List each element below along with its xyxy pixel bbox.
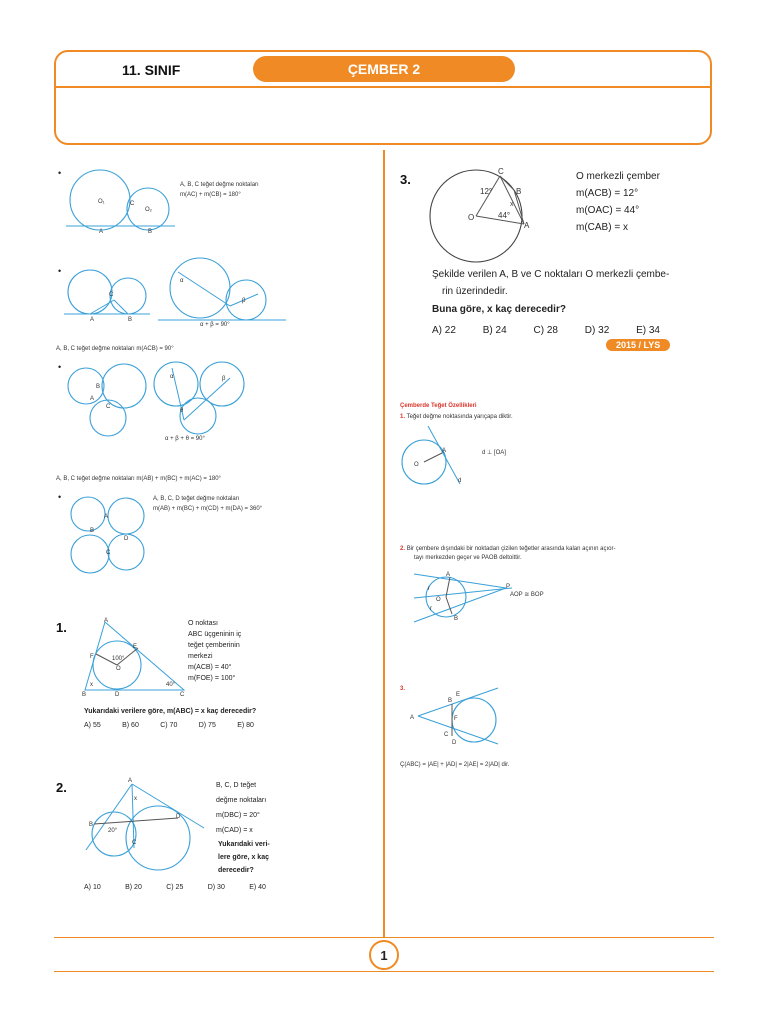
svg-text:D: D xyxy=(176,814,181,820)
svg-text:O: O xyxy=(414,462,419,468)
figure-q3-circle xyxy=(426,166,536,266)
question-1-options xyxy=(84,722,254,729)
svg-text:r: r xyxy=(428,586,430,592)
svg-text:C: C xyxy=(444,732,449,738)
svg-text:O: O xyxy=(116,666,121,672)
svg-text:x: x xyxy=(510,201,514,208)
figure-four-circles xyxy=(66,496,156,576)
option-c[interactable]: C) 28 xyxy=(533,325,558,336)
property3-caption: α + β + θ = 90° xyxy=(165,436,205,442)
svg-text:44°: 44° xyxy=(498,211,511,220)
svg-text:40°: 40° xyxy=(166,682,176,688)
page-number: 1 xyxy=(369,940,399,970)
svg-text:C: C xyxy=(130,201,135,207)
question-1-number: 1. xyxy=(56,620,67,635)
prompt-line: Yukarıdaki veri- xyxy=(218,841,270,848)
svg-text:β: β xyxy=(242,298,246,304)
option-b[interactable]: B) 60 xyxy=(122,722,139,729)
prompt-line: derecedir? xyxy=(218,867,254,874)
property3-text: A, B, C teğet değme noktaları m(AB) + m(BC) + m(AC) = 180° xyxy=(56,476,221,482)
property1-text xyxy=(180,180,259,200)
svg-text:B: B xyxy=(90,528,95,534)
svg-text:A: A xyxy=(128,778,133,784)
option-d[interactable]: D) 75 xyxy=(198,722,216,729)
question-2-prompt xyxy=(218,838,270,877)
svg-text:α: α xyxy=(180,278,184,284)
footer-line-top xyxy=(54,937,714,938)
info-line: m(CAB) = x xyxy=(576,222,628,233)
svg-text:d: d xyxy=(458,478,462,484)
svg-text:θ: θ xyxy=(180,408,184,414)
svg-text:100°: 100° xyxy=(112,656,125,662)
tangent-item-1 xyxy=(400,412,513,422)
tangent-section-title: Çemberde Teğet Özellikleri xyxy=(400,403,477,409)
info-line: O noktası xyxy=(188,620,218,627)
svg-text:E: E xyxy=(456,692,461,698)
svg-text:E: E xyxy=(133,644,138,650)
question-3-options xyxy=(432,322,660,339)
option-e[interactable]: E) 34 xyxy=(636,325,660,336)
item-text: Bir çembere dışındaki bir noktadan çizilen teğetler arasında kalan açının açıor- xyxy=(406,546,616,552)
figure-alpha-beta-circles xyxy=(158,262,288,327)
tangent-item-3-formula: Ç(ABC) = |AE| + |AD| = 2|AE| = 2|AD| dir. xyxy=(400,762,510,768)
info-line: m(DBC) = 20° xyxy=(216,812,260,819)
figure-alpha-beta-theta-circles xyxy=(150,360,250,435)
option-d[interactable]: D) 32 xyxy=(584,325,610,336)
property2-text: A, B, C teğet değme noktaları m(ACB) = 90° xyxy=(56,346,174,352)
question-3-prompt: Buna göre, x kaç derecedir? xyxy=(432,304,566,315)
exam-tag: 2015 / LYS xyxy=(606,339,670,351)
info-line: teğet çemberinin xyxy=(188,642,240,649)
header-divider xyxy=(54,86,712,88)
svg-text:A: A xyxy=(90,396,95,402)
svg-text:P: P xyxy=(506,584,511,590)
figure-two-tangent-circles xyxy=(60,165,180,235)
column-divider xyxy=(383,150,385,937)
option-e[interactable]: E) 80 xyxy=(237,722,254,729)
figure-right-angle-circles xyxy=(62,262,152,324)
tangent-item-1-formula: d ⊥ [OA] xyxy=(482,450,506,456)
svg-text:B: B xyxy=(96,384,101,390)
svg-text:r: r xyxy=(430,606,432,612)
bullet: • xyxy=(58,362,62,372)
svg-text:B: B xyxy=(89,822,94,828)
svg-text:α: α xyxy=(170,374,174,380)
svg-text:B: B xyxy=(128,317,133,323)
svg-text:A: A xyxy=(90,317,95,323)
option-c[interactable]: C) 70 xyxy=(160,722,178,729)
class-label: 11. SINIF xyxy=(122,62,181,78)
tangent-item-2 xyxy=(400,545,615,563)
property1-line1: A, B, C teğet değme noktaları xyxy=(180,182,259,188)
question-1-prompt: Yukarıdaki verilere göre, m(ABC) = x kaç derecedir? xyxy=(84,708,257,715)
question-2-options xyxy=(84,884,266,891)
property4-text xyxy=(153,494,262,514)
page-title: ÇEMBER 2 xyxy=(253,56,515,82)
svg-text:C: C xyxy=(132,840,137,846)
svg-text:C: C xyxy=(106,550,111,556)
svg-text:B: B xyxy=(148,229,153,235)
info-line: m(CAD) = x xyxy=(216,827,253,834)
info-line: değme noktaları xyxy=(216,797,267,804)
svg-text:β: β xyxy=(222,376,226,382)
item-number: 1. xyxy=(400,414,406,420)
figure-q2-tangent-circles xyxy=(84,778,214,874)
question-2-number: 2. xyxy=(56,780,67,795)
question-3-info xyxy=(576,168,660,236)
figure-q1-incircle-triangle xyxy=(80,618,190,698)
svg-text:A: A xyxy=(524,221,530,230)
svg-text:A: A xyxy=(442,448,447,454)
bullet: • xyxy=(58,266,62,276)
option-a[interactable]: A) 10 xyxy=(84,884,101,891)
property4-line2: m(AB) + m(BC) + m(CD) + m(DA) = 360° xyxy=(153,506,263,512)
property2-caption: α + β = 90° xyxy=(200,322,230,328)
svg-text:O₂: O₂ xyxy=(145,207,152,213)
info-line: m(FOE) = 100° xyxy=(188,675,236,682)
svg-text:D: D xyxy=(115,692,120,698)
svg-text:B: B xyxy=(448,698,453,704)
item-number: 2. xyxy=(400,546,406,552)
svg-text:12°: 12° xyxy=(480,187,493,196)
bullet: • xyxy=(58,168,62,178)
info-line: m(OAC) = 44° xyxy=(576,205,640,216)
info-line: O merkezli çember xyxy=(576,171,660,182)
svg-text:A: A xyxy=(446,572,451,578)
question-3-number: 3. xyxy=(400,172,411,187)
svg-text:F: F xyxy=(454,716,458,722)
footer-line-bottom xyxy=(54,971,714,972)
option-b[interactable]: B) 20 xyxy=(125,884,142,891)
option-d[interactable]: D) 30 xyxy=(207,884,225,891)
svg-text:A: A xyxy=(104,514,109,520)
figure-tangent-triangle xyxy=(408,686,504,746)
option-a[interactable]: A) 22 xyxy=(432,325,456,336)
option-c[interactable]: C) 25 xyxy=(166,884,184,891)
text-line: Şekilde verilen A, B ve C noktaları O merkezli çembe- xyxy=(432,269,670,280)
tangent-item-3-number: 3. xyxy=(400,686,406,692)
info-line: merkezi xyxy=(188,653,213,660)
text-line: rin üzerindedir. xyxy=(442,286,508,297)
svg-text:B: B xyxy=(82,692,87,698)
svg-text:O₁: O₁ xyxy=(98,199,105,205)
svg-text:x: x xyxy=(90,682,93,688)
info-line: m(ACB) = 12° xyxy=(576,188,639,199)
svg-text:B: B xyxy=(516,187,522,196)
svg-text:C: C xyxy=(180,692,185,698)
info-line: B, C, D teğet xyxy=(216,782,257,789)
svg-text:x: x xyxy=(134,796,137,802)
tangent-item-2-formula: AOP ≅ BOP xyxy=(510,592,544,598)
figure-tangent-perpendicular xyxy=(398,424,478,494)
info-line: ABC üçgeninin iç xyxy=(188,631,242,638)
item-text: tayı merkezden geçer ve PAOB deltoittir. xyxy=(414,555,522,561)
svg-text:F: F xyxy=(90,654,94,660)
prompt-line: lere göre, x kaç xyxy=(218,854,269,861)
svg-text:B: B xyxy=(454,616,459,622)
svg-text:O: O xyxy=(436,597,441,603)
figure-three-circles xyxy=(64,362,154,437)
svg-text:20°: 20° xyxy=(108,828,118,834)
svg-text:D: D xyxy=(124,536,129,542)
option-b[interactable]: B) 24 xyxy=(482,325,507,336)
svg-text:C: C xyxy=(498,167,504,176)
option-e[interactable]: E) 40 xyxy=(249,884,266,891)
question-2-info xyxy=(216,778,266,838)
item-text: Teğet değme noktasında yarıçapa diktir. xyxy=(406,414,513,420)
svg-text:D: D xyxy=(452,740,457,746)
property4-line1: A, B, C, D teğet değme noktaları xyxy=(153,496,240,502)
svg-text:A: A xyxy=(410,715,415,721)
svg-text:A: A xyxy=(104,618,109,624)
info-line: m(ACB) = 40° xyxy=(188,664,232,671)
property1-line2: m(AC) + m(CB) = 180° xyxy=(180,192,241,198)
figure-tangent-kite xyxy=(412,566,518,628)
option-a[interactable]: A) 55 xyxy=(84,722,101,729)
svg-text:O: O xyxy=(468,213,475,222)
question-3-text xyxy=(432,266,669,300)
question-1-info xyxy=(188,618,241,684)
svg-text:A: A xyxy=(99,229,104,235)
svg-text:C: C xyxy=(109,292,114,298)
bullet: • xyxy=(58,492,62,502)
svg-text:C: C xyxy=(106,404,111,410)
